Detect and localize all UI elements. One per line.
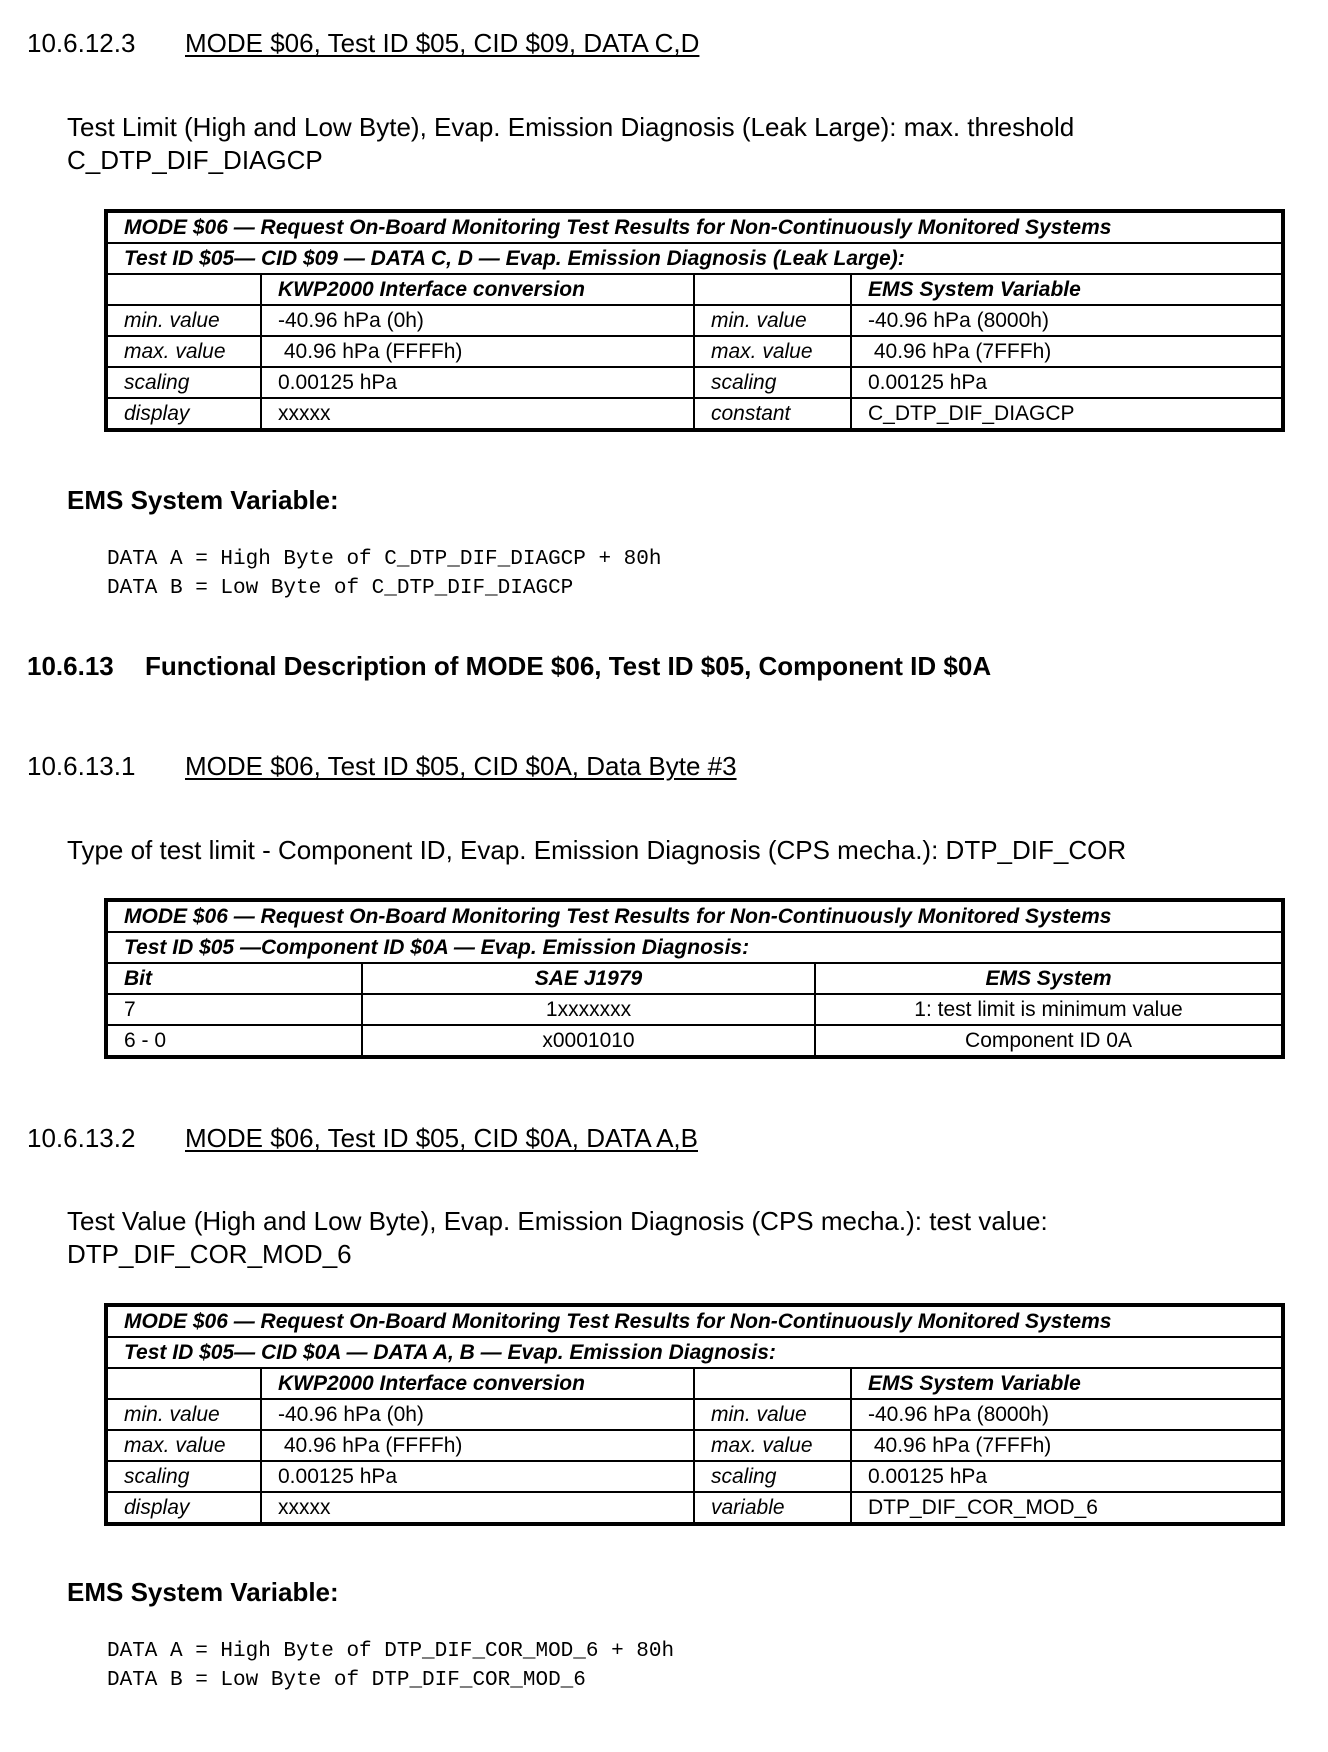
section-title: Functional Description of MODE $06, Test ID $05, Component ID $0A xyxy=(145,651,992,681)
section-heading xyxy=(27,751,737,782)
code-block xyxy=(107,1637,674,1695)
section-title: MODE $06, Test ID $05, CID $0A, Data Byte #3 xyxy=(185,751,737,781)
table-cell: 0.00125 hPa xyxy=(851,367,1283,398)
table-cell: 0.00125 hPa xyxy=(261,367,694,398)
row-label: min. value xyxy=(106,1399,261,1430)
table-row xyxy=(106,305,1283,336)
bit-table xyxy=(104,898,1285,1059)
row-label: constant xyxy=(694,398,851,430)
table-cell: Component ID 0A xyxy=(815,1025,1283,1057)
description xyxy=(67,111,1074,177)
description-line: Test Value (High and Low Byte), Evap. Emission Diagnosis (CPS mecha.): test value: xyxy=(67,1206,1048,1236)
section-number: 10.6.13.1 xyxy=(27,751,136,781)
code-line: DATA B = Low Byte of C_DTP_DIF_DIAGCP xyxy=(107,577,574,600)
ems-variable-label: EMS System Variable: xyxy=(67,485,339,515)
table-cell: -40.96 hPa (0h) xyxy=(261,1399,694,1430)
table-row xyxy=(106,1025,1283,1057)
table-cell: C_DTP_DIF_DIAGCP xyxy=(851,398,1283,430)
table-cell xyxy=(106,274,261,305)
row-label: scaling xyxy=(106,1461,261,1492)
table-cell xyxy=(694,1368,851,1399)
section-number: 10.6.13 xyxy=(27,651,114,681)
table-row xyxy=(106,1430,1283,1461)
row-label: scaling xyxy=(694,1461,851,1492)
table-row xyxy=(106,1461,1283,1492)
code-line: DATA A = High Byte of DTP_DIF_COR_MOD_6 + 80h xyxy=(107,1640,675,1663)
row-label: max. value xyxy=(106,336,261,367)
table-title: MODE $06 — Request On-Board Monitoring Test Results for Non-Continuously Monitored Systems xyxy=(106,900,1283,932)
table-cell xyxy=(106,1368,261,1399)
table-title: MODE $06 — Request On-Board Monitoring Test Results for Non-Continuously Monitored Systems xyxy=(106,211,1283,243)
column-header: KWP2000 Interface conversion xyxy=(261,274,694,305)
description-line: DTP_DIF_COR_MOD_6 xyxy=(67,1239,352,1269)
table-cell: -40.96 hPa (8000h) xyxy=(851,305,1283,336)
column-header: SAE J1979 xyxy=(362,963,815,994)
table-cell: 0.00125 hPa xyxy=(261,1461,694,1492)
table-row xyxy=(106,398,1283,430)
row-label: max. value xyxy=(694,1430,851,1461)
section-number: 10.6.13.2 xyxy=(27,1123,136,1153)
row-label: variable xyxy=(694,1492,851,1524)
row-label: display xyxy=(106,398,261,430)
row-label: min. value xyxy=(694,305,851,336)
table-row xyxy=(106,1492,1283,1524)
table-row xyxy=(106,994,1283,1025)
mode06-table xyxy=(104,209,1285,432)
table-cell: 40.96 hPa (7FFFh) xyxy=(851,336,1283,367)
table-cell: xxxxx xyxy=(261,398,694,430)
column-header: EMS System Variable xyxy=(851,1368,1283,1399)
table-cell: 1xxxxxxx xyxy=(362,994,815,1025)
table-cell: 40.96 hPa (FFFFh) xyxy=(261,1430,694,1461)
table-cell: 0.00125 hPa xyxy=(851,1461,1283,1492)
table-subtitle: Test ID $05 —Component ID $0A — Evap. Emission Diagnosis: xyxy=(106,932,1283,963)
ems-variable-label: EMS System Variable: xyxy=(67,1577,339,1607)
column-header: EMS System Variable xyxy=(851,274,1283,305)
table-row xyxy=(106,1399,1283,1430)
table-cell: 40.96 hPa (7FFFh) xyxy=(851,1430,1283,1461)
table-cell xyxy=(694,274,851,305)
code-line: DATA A = High Byte of C_DTP_DIF_DIAGCP + 80h xyxy=(107,548,662,571)
table-row xyxy=(106,367,1283,398)
table-cell: 40.96 hPa (FFFFh) xyxy=(261,336,694,367)
table-cell: x0001010 xyxy=(362,1025,815,1057)
row-label: display xyxy=(106,1492,261,1524)
table-cell: 6 - 0 xyxy=(106,1025,362,1057)
table-cell: 7 xyxy=(106,994,362,1025)
table-subtitle: Test ID $05— CID $09 — DATA C, D — Evap. Emission Diagnosis (Leak Large): xyxy=(106,243,1283,274)
column-header: EMS System xyxy=(815,963,1283,994)
code-line: DATA B = Low Byte of DTP_DIF_COR_MOD_6 xyxy=(107,1669,586,1692)
table-cell: xxxxx xyxy=(261,1492,694,1524)
row-label: max. value xyxy=(694,336,851,367)
section-heading xyxy=(27,1123,698,1154)
section-title: MODE $06, Test ID $05, CID $0A, DATA A,B xyxy=(185,1123,698,1153)
description xyxy=(67,1205,1048,1271)
table-row xyxy=(106,336,1283,367)
section-title: MODE $06, Test ID $05, CID $09, DATA C,D xyxy=(185,28,700,58)
section-heading xyxy=(27,28,699,59)
column-header: KWP2000 Interface conversion xyxy=(261,1368,694,1399)
code-block xyxy=(107,545,662,603)
table-cell: -40.96 hPa (8000h) xyxy=(851,1399,1283,1430)
row-label: scaling xyxy=(106,367,261,398)
table-title: MODE $06 — Request On-Board Monitoring Test Results for Non-Continuously Monitored Systems xyxy=(106,1305,1283,1337)
description-line: C_DTP_DIF_DIAGCP xyxy=(67,145,323,175)
table-cell: DTP_DIF_COR_MOD_6 xyxy=(851,1492,1283,1524)
table-subtitle: Test ID $05— CID $0A — DATA A, B — Evap. Emission Diagnosis: xyxy=(106,1337,1283,1368)
row-label: min. value xyxy=(694,1399,851,1430)
section-number: 10.6.12.3 xyxy=(27,28,136,58)
section-heading xyxy=(27,651,991,682)
mode06-table xyxy=(104,1303,1285,1526)
row-label: scaling xyxy=(694,367,851,398)
table-cell: -40.96 hPa (0h) xyxy=(261,305,694,336)
column-header: Bit xyxy=(106,963,362,994)
description-line: Test Limit (High and Low Byte), Evap. Emission Diagnosis (Leak Large): max. threshold xyxy=(67,112,1075,142)
description: Type of test limit - Component ID, Evap. Emission Diagnosis (CPS mecha.): DTP_DIF_COR xyxy=(67,835,1127,865)
row-label: max. value xyxy=(106,1430,261,1461)
table-cell: 1: test limit is minimum value xyxy=(815,994,1283,1025)
row-label: min. value xyxy=(106,305,261,336)
